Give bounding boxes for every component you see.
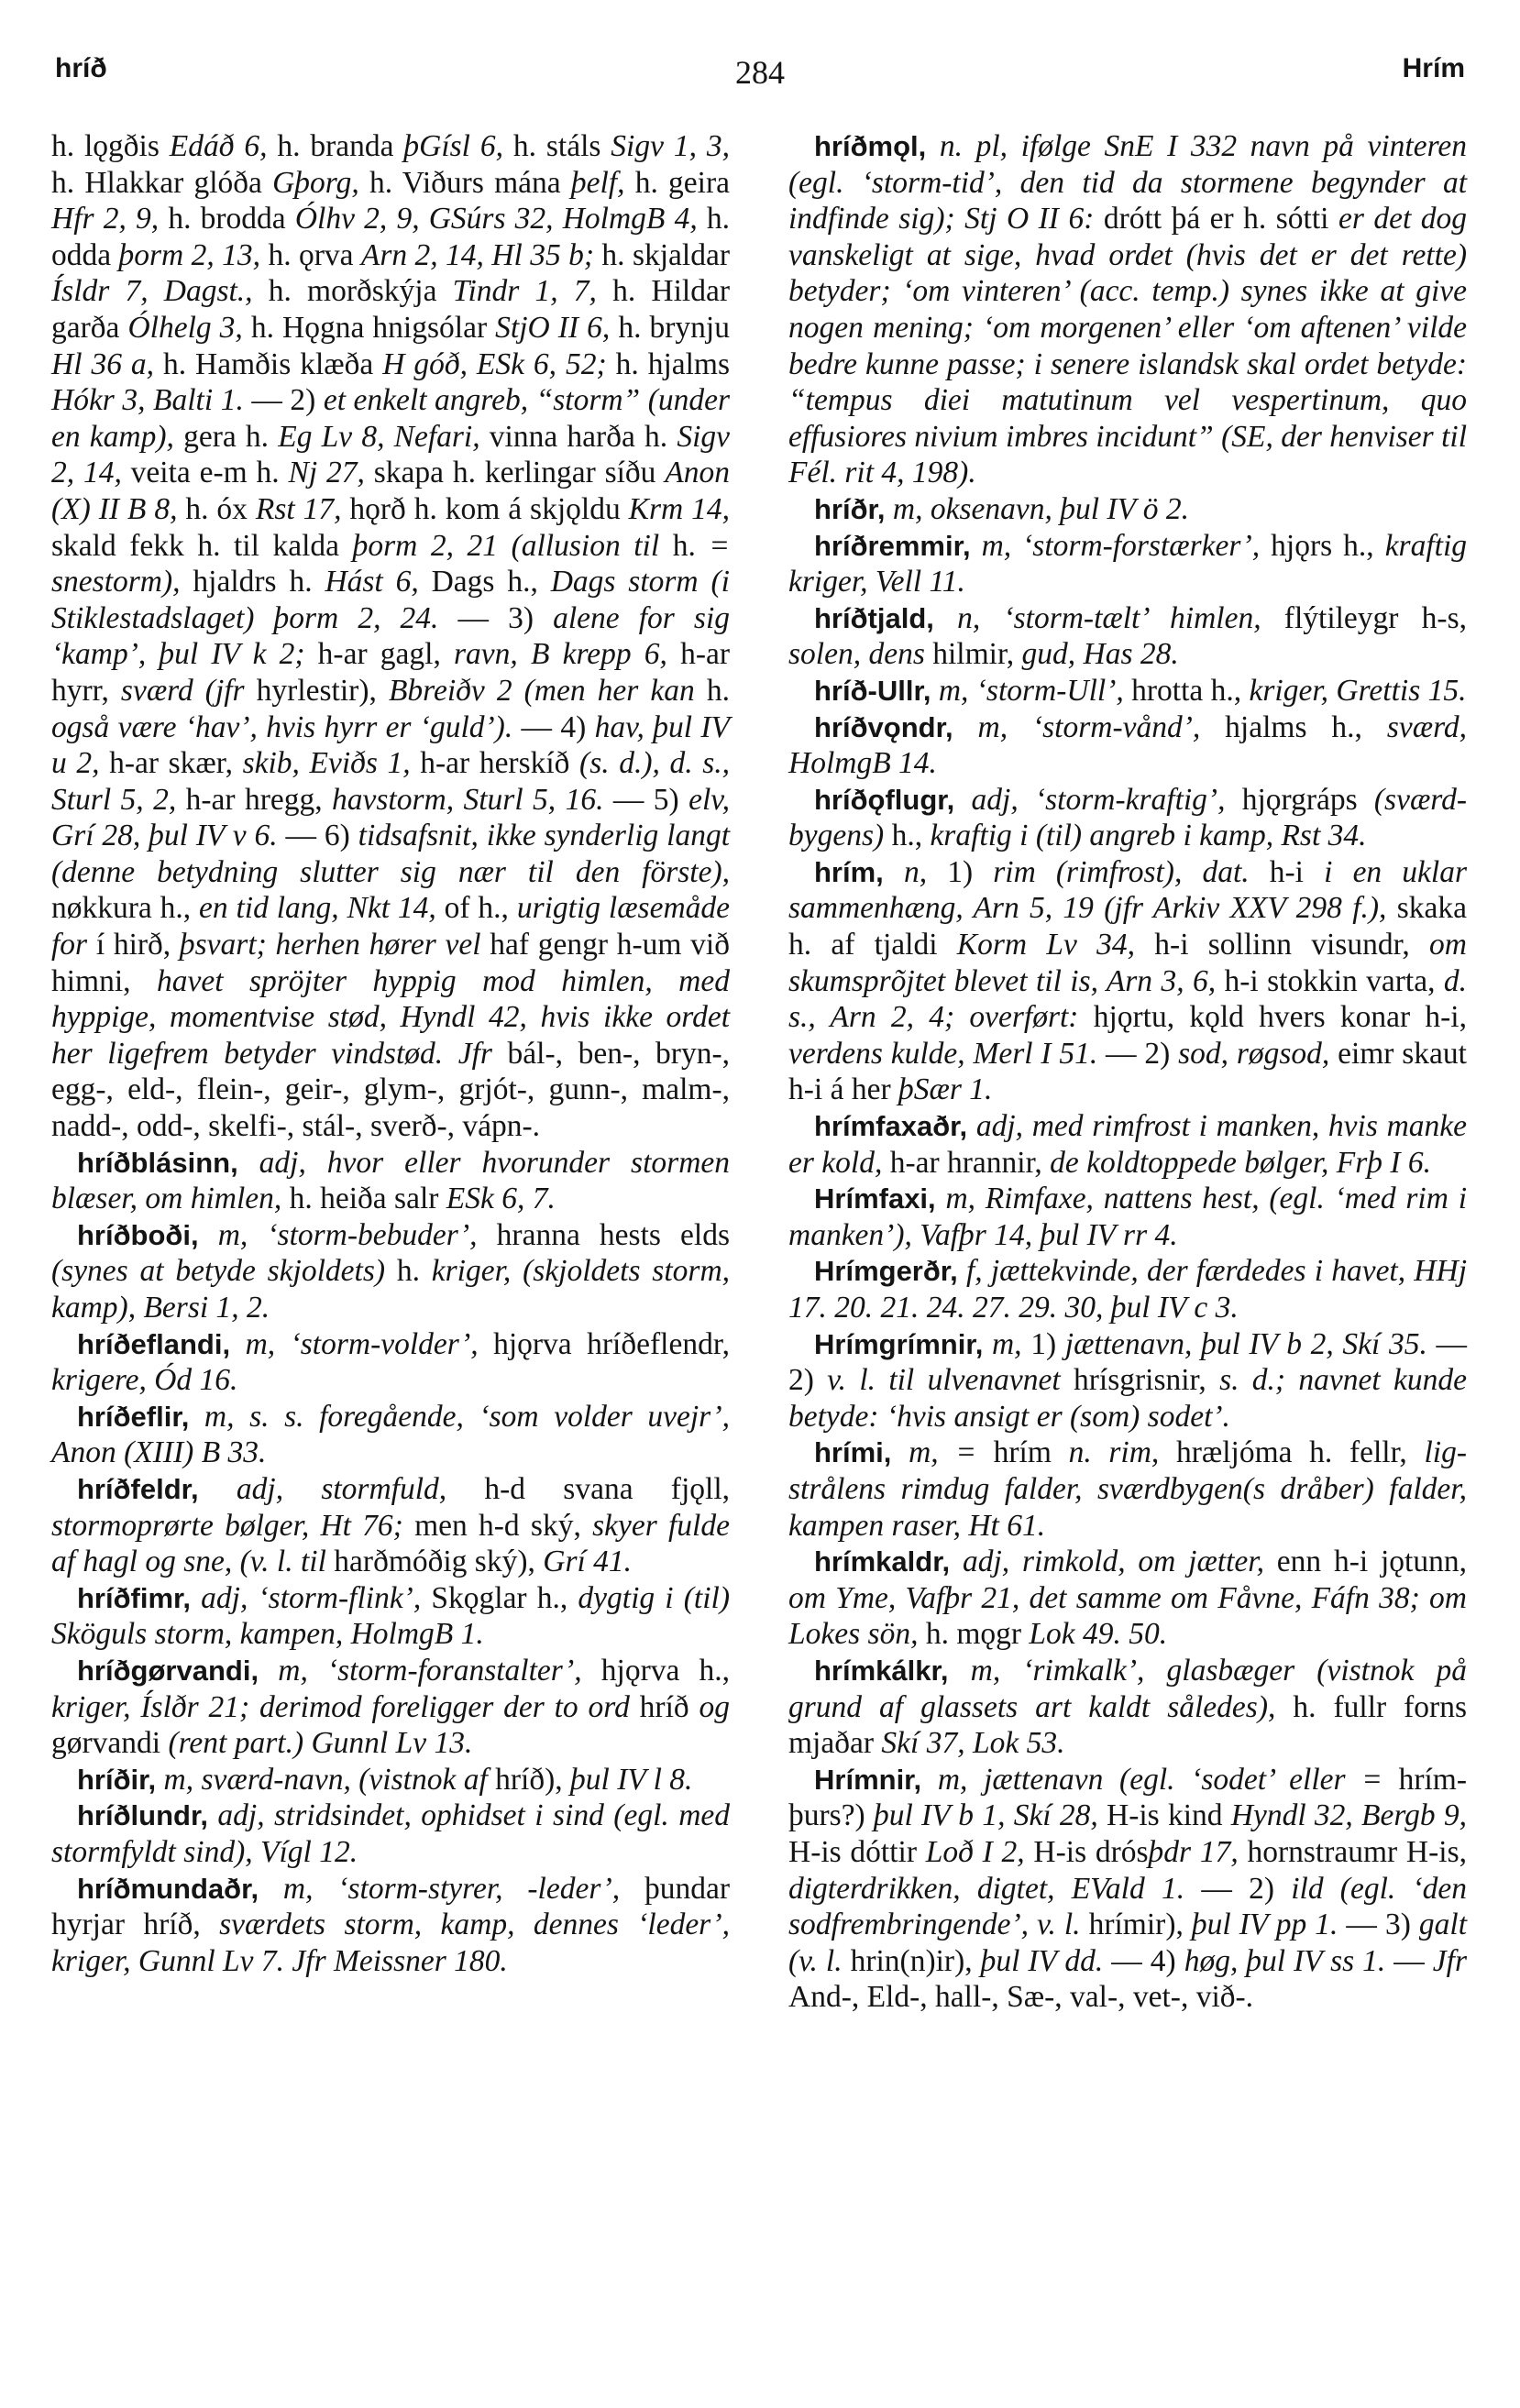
italic-gloss: Nj 27,: [288, 456, 365, 490]
headword: Hrímnir,: [814, 1763, 922, 1796]
entry-text: Skǫglar h.,: [421, 1580, 578, 1615]
entry-text: [886, 492, 893, 526]
entry-text: [891, 1435, 909, 1469]
entry-text: flýtileygr h-s,: [1261, 600, 1467, 635]
entry-text: haf gengr h-um við himni,: [51, 928, 730, 998]
italic-gloss: ESk 6, 7.: [446, 1182, 556, 1216]
entry-text: [950, 1545, 963, 1578]
entry-text: — 2): [1097, 1036, 1179, 1071]
italic-gloss: n,: [903, 854, 928, 889]
italic-gloss: Skí 37, Lok 53.: [881, 1726, 1065, 1761]
italic-gloss: skyer fulde af hagl og sne, (v. l. til: [51, 1508, 730, 1579]
entry-text: gera h.: [173, 419, 279, 454]
headword: hríðmǫl,: [814, 130, 927, 162]
italic-gloss: skib, Eviðs 1,: [242, 746, 411, 781]
entry-text: [926, 129, 940, 163]
headword: hríðvǫndr,: [814, 710, 953, 743]
italic-gloss: sværdets storm, kamp, dennes ‘leder’, kriger, Gunnl Lv 7. Jfr Meissner 180.: [51, 1908, 730, 1978]
italic-gloss: urigtig læsemåde for: [51, 891, 731, 962]
entry-text: [208, 1798, 217, 1832]
italic-gloss: m, ‘storm-bebuder’,: [217, 1217, 478, 1252]
italic-gloss: n. pl, ifølge SnE I 332 navn på vinteren (egl. ‘storm-tid’, den tid da stormene begynder at indfinde sig); Stj O II 6:: [788, 129, 1468, 236]
headword: hríðtjald,: [814, 601, 934, 634]
entry-text: hjǫrs h.,: [1260, 528, 1385, 563]
entry-text: h.,: [884, 819, 931, 853]
entry-text: h-i: [1249, 854, 1325, 889]
entry-text: —: [1385, 1943, 1433, 1978]
entry-text: h. brynju: [610, 310, 730, 345]
entry-text: h-d svana fjǫll,: [446, 1471, 731, 1506]
entry-text: hjaldrs h.: [180, 565, 325, 599]
entry-text: h. Hlakkar glóða: [51, 165, 273, 200]
italic-gloss: om Yme, Vafþr 21, det samme om Fåvne, Fáfn 38; om Lokes sön,: [788, 1580, 1467, 1652]
entry-text: 1): [927, 854, 994, 889]
running-head: [55, 53, 1465, 99]
italic-gloss: kriger, Íslðr 21; derimod foreligger der to ord: [51, 1689, 630, 1724]
entry-text: men h-d ský,: [402, 1508, 593, 1543]
italic-gloss: s. d.; navnet kunde betyde: ‘hvis ansigt er (som) sodet’.: [788, 1363, 1468, 1434]
dictionary-entry: [788, 600, 1467, 673]
italic-gloss: þsvart; herhen hører vel: [179, 928, 481, 962]
headword: hríðlundr,: [77, 1799, 208, 1832]
italic-gloss: Sigv 2, 14,: [51, 419, 730, 490]
dictionary-entry: [51, 1762, 730, 1798]
headword: hrími,: [814, 1436, 892, 1469]
entry-text: hjǫrva hríðeflendr,: [478, 1326, 731, 1361]
italic-gloss: adj, hvor eller hvorunder stormen blæser, om himlen,: [51, 1145, 731, 1216]
italic-gloss: m, jættenavn (egl. ‘sodet’ eller =: [937, 1762, 1382, 1797]
entry-text: h.: [659, 528, 710, 563]
entry-text: hjalms h.,: [1200, 709, 1387, 744]
italic-gloss: m, s. s. foregående, ‘som volder uvejr’, Anon (XIII) B 33.: [51, 1399, 730, 1470]
dictionary-entry: [51, 1798, 730, 1870]
italic-gloss: m, =: [909, 1435, 976, 1470]
dictionary-entry: [51, 1871, 730, 1980]
dictionary-entry: [51, 1580, 730, 1653]
entry-text: hrím-þurs?): [788, 1762, 1467, 1833]
headword: Hrímgrímnir,: [814, 1327, 984, 1360]
italic-gloss: þSær 1.: [898, 1072, 993, 1107]
italic-gloss: = snestorm),: [51, 528, 730, 599]
entry-text: h. geira: [624, 165, 731, 200]
entry-text: — 2): [788, 1326, 1467, 1398]
headword: hríðremmir,: [814, 529, 971, 562]
italic-gloss: þorm 2, 21 (allusion til: [352, 528, 660, 563]
entry-text: [259, 1872, 283, 1906]
entry-text: [230, 1327, 245, 1361]
entry-text: h. odda: [51, 202, 731, 272]
italic-gloss: krigere, Ód 16.: [51, 1363, 238, 1398]
entry-text: h.: [694, 673, 730, 708]
headword: hríðeflir,: [77, 1400, 190, 1433]
entry-text: h. Hǫgna hnigsólar: [242, 310, 496, 345]
italic-gloss: þul IV b 1, Skí 28,: [873, 1798, 1098, 1833]
italic-gloss: (s. d.), d. s., Sturl 5, 2,: [51, 746, 730, 817]
headword: hríðmundaðr,: [77, 1872, 259, 1905]
entry-text: — 6): [277, 819, 358, 853]
italic-gloss: Bbreiðv 2 (men her kan: [388, 673, 695, 708]
italic-gloss: m, sværd-navn, (vistnok af: [163, 1762, 488, 1797]
entry-text: [948, 1654, 970, 1688]
italic-gloss: Dags storm (i Stiklestadslaget) þorm 2, 24.: [51, 565, 730, 635]
italic-gloss: galt (v. l.: [788, 1908, 1468, 1978]
italic-gloss: Krm 14,: [628, 491, 730, 526]
entry-text: h. hjalms: [606, 346, 731, 381]
italic-gloss: Korm Lv 34,: [956, 928, 1136, 962]
entry-text: h. branda: [267, 129, 404, 163]
entry-text: h-ar hyrr,: [51, 637, 731, 708]
italic-gloss: adj, rimkold, om jætter,: [963, 1545, 1264, 1579]
italic-gloss: sværd (jfr: [120, 673, 245, 708]
dictionary-entry: [788, 709, 1467, 782]
italic-gloss: kraftig kriger, Vell 11.: [788, 528, 1468, 599]
italic-gloss: om skumsprõjtet blevet til is, Arn 3, 6,: [788, 928, 1467, 998]
entry-text: h. Viðurs mána: [358, 165, 571, 200]
entry-text: H-is dóttir: [788, 1834, 926, 1869]
italic-gloss: adj, med rimfrost i manken, hvis manke er kold,: [788, 1109, 1468, 1180]
italic-gloss: þGísl 6,: [403, 129, 503, 163]
italic-gloss: m, ‘storm-volder’,: [245, 1326, 479, 1361]
entry-text: hrímir),: [1080, 1908, 1192, 1942]
entry-text: h. morðskýja: [252, 274, 453, 309]
entry-text: h. Hildar garða: [51, 274, 730, 345]
running-head-last-word: Hrím: [1402, 53, 1465, 83]
entry-text: h-ar skær,: [99, 746, 243, 781]
italic-gloss: et enkelt angreb, “storm” (under en kamp),: [51, 383, 731, 454]
italic-gloss: n, ‘storm-tælt’ himlen,: [957, 600, 1261, 635]
italic-gloss: hav, þul IV u 2,: [51, 709, 731, 781]
italic-gloss: adj, stridsindet, ophidset i sind (egl. med stormfyldt sind), Vígl 12.: [51, 1798, 730, 1869]
dictionary-entry: [51, 1326, 730, 1399]
italic-gloss: Ólhelg 3,: [127, 310, 243, 345]
page-number: 284: [735, 54, 785, 91]
dictionary-entry: [788, 1544, 1467, 1653]
entry-text: h. óx: [177, 491, 256, 526]
italic-gloss: Hást 6,: [325, 565, 419, 599]
entry-text: — 2): [243, 383, 324, 418]
italic-gloss: þul IV pp 1.: [1191, 1908, 1338, 1942]
entry-text: [189, 1400, 204, 1434]
entry-text: hríð),: [487, 1762, 571, 1797]
italic-gloss: adj, ‘storm-flink’,: [201, 1580, 422, 1615]
entry-text: hrísgrisnir,: [1060, 1363, 1220, 1398]
headword: hríðir,: [77, 1763, 157, 1796]
italic-gloss: kraftig i (til) angreb i kamp, Rst 34.: [930, 819, 1367, 853]
headword: hríðfeldr,: [77, 1472, 199, 1505]
entry-text: h-ar herskíð: [410, 746, 580, 781]
entry-text: — 5): [603, 782, 689, 817]
entry-text: Dags h.,: [418, 565, 551, 599]
italic-gloss: þdr 17,: [1148, 1834, 1239, 1869]
entry-text: gørvandi: [51, 1726, 169, 1761]
italic-gloss: også være ‘hav’, hvis hyrr er ‘guld’).: [51, 709, 513, 744]
dictionary-entry: [788, 854, 1467, 1108]
entry-text: [238, 1146, 259, 1180]
entry-text: í hirð,: [87, 928, 180, 962]
entry-text: h.: [385, 1254, 432, 1289]
italic-gloss: digterdrikken, digtet, EVald 1.: [788, 1871, 1185, 1906]
italic-gloss: m, ‘rimkalk’, glasbæger (vistnok på grund af glassets art kaldt således),: [788, 1653, 1467, 1724]
italic-gloss: m, ‘storm-forstærker’,: [981, 528, 1261, 563]
headword: hrímkaldr,: [814, 1545, 951, 1578]
italic-gloss: Edáð 6,: [169, 129, 268, 163]
entry-text: hǫrð h. kom á skjǫldu: [341, 491, 629, 526]
entry-text: harðmóðig ský),: [325, 1545, 544, 1579]
dictionary-entry: [788, 1435, 1467, 1544]
entry-text: h. mǫgr: [918, 1617, 1030, 1652]
italic-gloss: m, ‘storm-styrer, -leder’,: [282, 1871, 621, 1906]
italic-gloss: m, Rimfaxe, nattens hest, (egl. ‘med rim i manken’), Vafþr 14, þul IV rr 4.: [788, 1182, 1467, 1252]
entry-text: h. skjaldar: [594, 237, 730, 272]
entry-text: [983, 1327, 992, 1361]
dictionary-entry: [788, 491, 1467, 528]
entry-text: h. Hamðis klæða: [154, 346, 383, 381]
italic-gloss: (synes at betyde skjoldets): [51, 1254, 386, 1289]
entry-text: hyrlestir),: [244, 673, 389, 708]
italic-gloss: m,: [991, 1326, 1022, 1361]
entry-text: — 3): [438, 600, 554, 635]
italic-gloss: ild (egl. ‘den sodfrembringende’, v. l.: [788, 1871, 1468, 1942]
italic-gloss: m, ‘storm-foranstalter’,: [278, 1653, 582, 1688]
italic-gloss: tidsafsnit, ikke synderlig langt (denne betydning slutter sig nær til den förste),: [51, 819, 730, 889]
dictionary-entry: [51, 1145, 730, 1217]
entry-text: [971, 529, 982, 563]
italic-gloss: sværd, HolmgB 14.: [788, 709, 1468, 781]
italic-gloss: Hl 36 a,: [51, 346, 155, 381]
entry-text: hræljóma h. fellr,: [1159, 1435, 1425, 1470]
dictionary-entry: [788, 128, 1467, 491]
italic-gloss: Gþorg,: [272, 165, 359, 200]
dictionary-entry: [788, 673, 1467, 709]
entry-text: hrin(n)ir),: [842, 1943, 981, 1978]
entry-text: skapa h. kerlingar síðu: [364, 456, 666, 490]
entry-text: [199, 1472, 237, 1506]
entry-text: [156, 1763, 163, 1797]
entry-text: [921, 1763, 938, 1797]
entry-text: h-i stokkin varta,: [1216, 963, 1444, 998]
italic-gloss: (rent part.) Gunnl Lv 13.: [168, 1726, 473, 1761]
italic-gloss: solen, dens: [788, 637, 925, 672]
headword: hrímfaxaðr,: [814, 1110, 968, 1143]
dictionary-entry: [51, 1217, 730, 1326]
italic-gloss: ravn, B krepp 6,: [454, 637, 667, 672]
italic-gloss: de koldtoppede bølger, Frþ I 6.: [1050, 1145, 1432, 1180]
italic-gloss: þul IV l 8.: [570, 1762, 693, 1797]
entry-text: 1): [1021, 1326, 1065, 1361]
entry-text: [884, 855, 904, 889]
entry-text: of h.,: [435, 891, 517, 926]
entry-text: hjǫrgráps: [1225, 782, 1374, 817]
entry-text: — 2): [1184, 1871, 1292, 1906]
running-head-first-word: hríð: [55, 53, 107, 83]
headword: hríðboði,: [77, 1218, 199, 1251]
italic-gloss: Arn 2, 14, Hl 35 b;: [360, 237, 595, 272]
italic-gloss: dygtig i (til) Sköguls storm, kampen, HolmgB 1.: [51, 1580, 730, 1652]
italic-gloss: m, ‘storm-Ull’,: [938, 673, 1124, 708]
entry-text: hrotta h.,: [1123, 673, 1250, 708]
entry-text: hríð: [629, 1689, 699, 1724]
italic-gloss: en tid lang, Nkt 14,: [199, 891, 436, 926]
entry-text: [199, 1218, 218, 1252]
italic-gloss: n. rim,: [1068, 1435, 1160, 1470]
entry-text: enn h-i jǫtunn,: [1263, 1545, 1467, 1579]
italic-gloss: Jfr: [1432, 1943, 1467, 1978]
headword: Hrímgerðr,: [814, 1255, 958, 1288]
entry-text: h. heiða salr: [281, 1182, 446, 1216]
italic-gloss: StjO II 6,: [495, 310, 611, 345]
italic-gloss: Sigv 1, 3,: [611, 129, 730, 163]
dictionary-entry: [788, 782, 1467, 854]
dictionary-entry: [788, 1653, 1467, 1762]
headword: hríðgørvandi,: [77, 1654, 259, 1687]
entry-text: h-ar hrannir,: [882, 1145, 1051, 1180]
italic-gloss: Rst 17,: [255, 491, 342, 526]
headword: hrímkálkr,: [814, 1654, 949, 1687]
entry-text: [931, 674, 938, 708]
headword: hríðfimr,: [77, 1581, 192, 1614]
italic-gloss: H góð, ESk 6, 52;: [382, 346, 607, 381]
italic-gloss: Hyndl 32, Bergb 9,: [1230, 1798, 1468, 1833]
entry-text: — 4): [512, 709, 595, 744]
italic-gloss: havstorm, Sturl 5, 16.: [332, 782, 604, 817]
dictionary-entry: [51, 1653, 730, 1762]
italic-gloss: Ólhv 2, 9, GSúrs 32, HolmgB 4,: [294, 202, 698, 236]
italic-gloss: adj, stormfuld,: [236, 1471, 447, 1506]
italic-gloss: Lok 49. 50.: [1029, 1617, 1168, 1652]
italic-gloss: verdens kulde, Merl I 51.: [788, 1036, 1098, 1071]
dictionary-entry: [788, 1326, 1467, 1435]
italic-gloss: Anon (X) II B 8,: [51, 456, 730, 526]
entry-text: And-, Eld-, hall-, Sæ-, val-, vet-, við-.: [788, 1980, 1254, 2015]
entry-text: nøkkura h.,: [51, 891, 200, 926]
dictionary-entry: [51, 1399, 730, 1471]
entry-text: h. fullr forns mjaðar: [788, 1689, 1467, 1761]
entry-text: h-i sollinn visundr,: [1135, 928, 1430, 962]
entry-text: [954, 783, 971, 817]
headword: hríð-Ullr,: [814, 674, 931, 707]
entry-text: skald fekk h. til kalda: [51, 528, 353, 563]
italic-gloss: Loð I 2,: [925, 1834, 1025, 1869]
entry-text: H-is drós: [1024, 1834, 1149, 1869]
italic-gloss: er det dog vanskeligt at sige, hvad ordet (hvis det er det rette) betyder; ‘om vinteren’ (acc. temp.) synes ikke at give nogen mening; ‘om morgenen’ eller ‘om aftenen’ vilde bedre kunne passe; i senere islandsk skal ordet betyde: “tempus diei matutinum vel vespertinum, quo effusiores nivium imbres incidunt” (SE, der henviser til Fél. rit 4, 198).: [788, 202, 1468, 490]
italic-gloss: v. l. til ulvenavnet: [827, 1363, 1061, 1398]
entry-text: skaka h. af tjaldi: [788, 891, 1467, 962]
italic-gloss: gud, Has 28.: [1021, 637, 1179, 672]
dictionary-entry: [788, 1108, 1467, 1181]
entry-text: hjǫrtu, kǫld hvers konar h-i,: [1078, 1000, 1467, 1035]
entry-text: [259, 1654, 278, 1688]
headword: hríðblásinn,: [77, 1146, 238, 1179]
entry-text: hranna hests elds: [477, 1217, 730, 1252]
italic-gloss: jættenavn, þul IV b 2, Skí 35.: [1064, 1326, 1427, 1361]
entry-text: hilmir,: [924, 637, 1022, 672]
continued-entry: [51, 128, 730, 1145]
entry-text: h. lǫgðis: [51, 129, 170, 163]
entry-text: h-ar hregg,: [176, 782, 333, 817]
italic-gloss: Ísldr 7, Dagst.,: [51, 274, 253, 309]
italic-gloss: sod, røgsod,: [1178, 1036, 1330, 1071]
italic-gloss: m, oksenavn, þul IV ö 2.: [892, 491, 1190, 526]
entry-text: — 3): [1338, 1908, 1419, 1942]
italic-gloss: kriger, (skjoldets storm, kamp), Bersi 1, 2.: [51, 1254, 731, 1325]
italic-gloss: Eg Lv 8, Nefari,: [278, 419, 480, 454]
entry-text: h-ar gagl,: [304, 637, 454, 672]
italic-gloss: alene for sig ‘kamp’, þul IV k 2;: [51, 600, 730, 672]
headword: hríðǫflugr,: [814, 783, 955, 816]
entry-text: [958, 1254, 966, 1288]
entry-text: drótt þá er h. sótti: [1094, 202, 1338, 236]
italic-gloss: Grí 41.: [543, 1545, 633, 1579]
italic-gloss: m, ‘storm-vånd’,: [977, 709, 1201, 744]
entry-text: — 4): [1103, 1943, 1184, 1978]
right-column: [788, 128, 1467, 2016]
entry-text: veita e-m h.: [121, 456, 289, 490]
italic-gloss: kriger, Grettis 15.: [1249, 673, 1467, 708]
headword: hríðeflandi,: [77, 1327, 231, 1360]
entry-text: [967, 1109, 976, 1143]
italic-gloss: d. s., Arn 2, 4; overført:: [788, 963, 1467, 1035]
italic-gloss: havet spröjter hyppig mod himlen, med hyppige, momentvise stød, Hyndl 42, hvis ikke ordet her ligefrem betyder vindstød. Jfr: [51, 963, 730, 1071]
italic-gloss: lig-strålens rimdug falder, sværdbygen(s dråber) falder, kampen raser, Ht 61.: [788, 1435, 1467, 1543]
entry-text: þundar hyrjar hríð,: [51, 1871, 731, 1942]
dictionary-entry: [788, 1253, 1467, 1325]
entry-text: [191, 1581, 201, 1615]
entry-text: vinna harða h.: [479, 419, 677, 454]
italic-gloss: adj, ‘storm-kraftig’,: [971, 782, 1226, 817]
entry-text: [934, 601, 957, 635]
italic-gloss: Tindr 1, 7,: [452, 274, 597, 309]
entry-text: h. brodda: [159, 202, 295, 236]
entry-text: bál-, ben-, bryn-, egg-, eld-, flein-, geir-, glym-, grjót-, gunn-, malm-, nadd-, odd-, skelfi-, stál-, sverð-, vápn-.: [51, 1036, 730, 1144]
entry-text: h. ǫrva: [260, 237, 361, 272]
dictionary-entry: [788, 1181, 1467, 1253]
italic-gloss: (sværd-bygens): [788, 782, 1468, 853]
left-column: [51, 128, 730, 1979]
italic-gloss: þul IV dd.: [980, 1943, 1104, 1978]
italic-gloss: Hfr 2, 9,: [51, 202, 160, 236]
dictionary-entry: [788, 1762, 1467, 2016]
italic-gloss: stormoprørte bølger, Ht 76;: [51, 1508, 403, 1543]
entry-text: H-is kind: [1097, 1798, 1231, 1833]
italic-gloss: þorm 2, 13,: [118, 237, 261, 272]
italic-gloss: elv, Grí 28, þul IV v 6.: [51, 782, 731, 853]
headword: hrím,: [814, 855, 884, 888]
entry-text: h. stáls: [502, 129, 611, 163]
italic-gloss: i en uklar sammenhæng, Arn 5, 19 (jfr Arkiv XXV 298 f.),: [788, 854, 1468, 926]
dictionary-entry: [51, 1471, 730, 1580]
italic-gloss: rim (rimfrost), dat.: [993, 854, 1250, 889]
italic-gloss: f, jættekvinde, der færdedes i havet, HHj 17. 20. 21. 24. 27. 29. 30, þul IV c 3.: [788, 1254, 1467, 1325]
italic-gloss: høg, þul IV ss 1.: [1184, 1943, 1386, 1978]
entry-text: [953, 710, 978, 744]
entry-text: hjǫrva h.,: [581, 1653, 731, 1688]
entry-text: [936, 1182, 946, 1215]
headword: Hrímfaxi,: [814, 1182, 936, 1215]
entry-text: hornstraumr H-is,: [1238, 1834, 1467, 1869]
italic-gloss: þelf,: [570, 165, 625, 200]
italic-gloss: og: [699, 1689, 730, 1724]
entry-text: eimr skaut h-i á her: [788, 1036, 1467, 1107]
entry-text: hrím: [975, 1435, 1069, 1470]
headword: hríðr,: [814, 492, 886, 525]
dictionary-entry: [788, 528, 1467, 600]
italic-gloss: Hókr 3, Balti 1.: [51, 383, 244, 418]
